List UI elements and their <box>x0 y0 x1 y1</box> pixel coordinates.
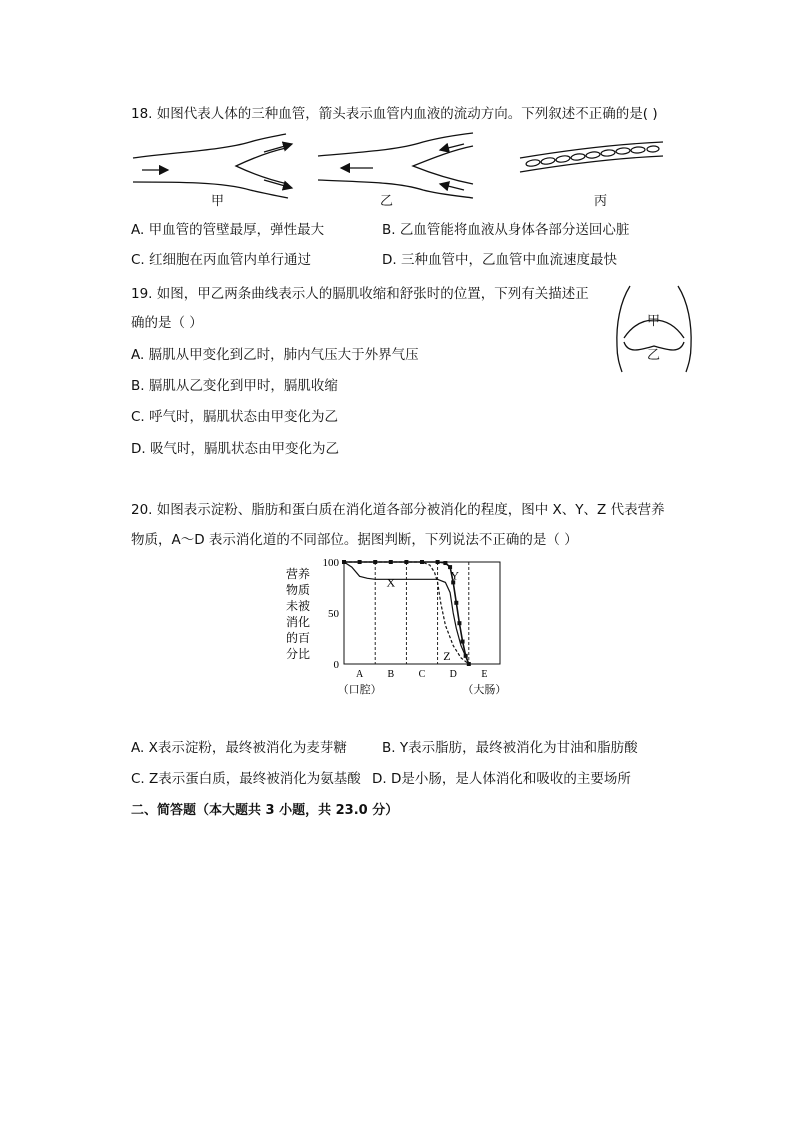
q19-option-b: B. 膈肌从乙变化到甲时，膈肌收缩 <box>131 378 338 394</box>
series-y-marker <box>457 621 461 625</box>
vessel-label-yi: 乙 <box>380 194 394 209</box>
q19-option-d: D. 吸气时，膈肌状态由甲变化为乙 <box>131 441 339 457</box>
q18-option-b: B. 乙血管能将血液从身体各部分送回心脏 <box>382 222 630 238</box>
q18-option-a: A. 甲血管的管壁最厚，弹性最大 <box>131 222 325 238</box>
q20-stem-line1: 20. 如图表示淀粉、脂肪和蛋白质在消化道各部分被消化的程度，图中 X、Y、Z 代表营养 <box>131 502 665 518</box>
x-tick-label: D <box>449 669 457 680</box>
section-heading-short-answer: 二、简答题（本大题共 3 小题，共 23.0 分） <box>131 803 399 818</box>
x-sublabel: （口腔） <box>337 684 382 696</box>
series-y-marker <box>464 654 468 658</box>
series-y-marker <box>443 561 447 565</box>
vessel-label-jia: 甲 <box>211 194 225 209</box>
ylabel-line: 分比 <box>285 647 311 661</box>
series-y-marker <box>454 601 458 605</box>
q20-option-d: D. D是小肠，是人体消化和吸收的主要场所 <box>372 771 631 787</box>
x-sublabel: （大肠） <box>462 684 507 696</box>
q18-stem: 18. 如图代表人体的三种血管，箭头表示血管内血液的流动方向。下列叙述不正确的是( ) <box>131 106 658 122</box>
y-tick-label: 100 <box>322 557 339 569</box>
vein-figure <box>318 133 473 198</box>
plot-frame <box>344 562 500 664</box>
q20-option-a: A. X表示淀粉，最终被消化为麦芽糖 <box>131 740 347 756</box>
x-tick-label: E <box>481 669 488 680</box>
series-label-z: Z <box>443 648 451 663</box>
q20-option-b: B. Y表示脂肪，最终被消化为甘油和脂肪酸 <box>382 740 638 756</box>
capillary-figure <box>520 142 663 172</box>
ylabel-line: 的百 <box>285 631 311 645</box>
q18-option-c: C. 红细胞在丙血管内单行通过 <box>131 252 312 268</box>
q19-stem-line2: 确的是（ ） <box>131 315 203 331</box>
x-tick-label: B <box>387 669 395 680</box>
artery-figure <box>133 134 292 198</box>
series-label-x: X <box>386 575 396 590</box>
thorax-left-wall <box>617 286 630 372</box>
digestion-chart <box>278 552 518 700</box>
q19-stem-line1: 19. 如图，甲乙两条曲线表示人的膈肌收缩和舒张时的位置，下列有关描述正 <box>131 286 589 302</box>
x-tick-label: C <box>418 669 426 680</box>
thorax-right-wall <box>678 286 691 372</box>
series-label-y: Y <box>450 568 460 583</box>
q19-option-a: A. 膈肌从甲变化到乙时，肺内气压大于外界气压 <box>131 347 419 363</box>
q20-option-c: C. Z表示蛋白质，最终被消化为氨基酸 <box>131 771 361 787</box>
ylabel-line: 消化 <box>285 615 311 629</box>
y-tick-label: 50 <box>328 608 339 620</box>
diaphragm-label-yi: 乙 <box>647 348 661 363</box>
q18-option-d: D. 三种血管中，乙血管中血流速度最快 <box>382 252 617 268</box>
q20-stem-line2: 物质，A～D 表示消化道的不同部位。据图判断，下列说法不正确的是（ ） <box>131 532 578 548</box>
ylabel-line: 物质 <box>285 583 311 597</box>
ylabel-line: 营养 <box>285 567 311 581</box>
q19-option-c: C. 呼气时，膈肌状态由甲变化为乙 <box>131 409 339 425</box>
diaphragm-label-jia: 甲 <box>647 314 661 329</box>
ylabel-line: 未被 <box>285 599 311 613</box>
x-tick-label: A <box>355 669 364 680</box>
y-tick-label: 0 <box>333 659 339 671</box>
vessel-label-bing: 丙 <box>594 194 608 209</box>
series-y-marker <box>461 640 465 644</box>
series-y-marker <box>436 560 440 564</box>
